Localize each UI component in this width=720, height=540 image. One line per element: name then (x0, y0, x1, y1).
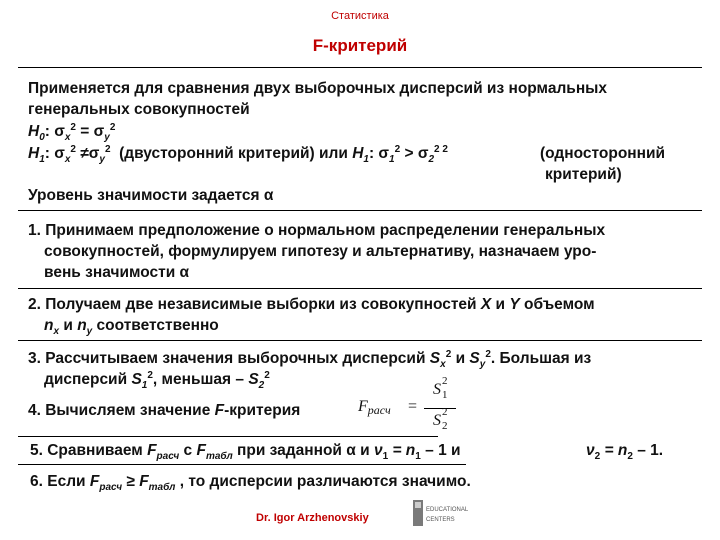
author-credit: Dr. Igor Arzhenovskiy (256, 512, 369, 524)
formula-fraction-bar (424, 408, 456, 409)
svg-text:EDUCATIONAL: EDUCATIONAL (426, 507, 468, 513)
two-sided-text: (двусторонний критерий) или (119, 145, 348, 162)
h0-label: H (28, 123, 40, 140)
course-title: Статистика (331, 10, 389, 22)
intro-line-1: Применяется для сравнения двух выборочных дисперсий из нормальных (28, 80, 608, 97)
divider-1 (18, 210, 702, 211)
educational-centers-logo (410, 496, 468, 530)
criterion-text: критерий) (545, 166, 622, 183)
formula-lhs: Fрасч (358, 398, 391, 417)
hypothesis-h0: $H_0$: $\sigma_x^2 = \sigma_y^2$ (28, 121, 116, 144)
intro-line-2: генеральных совокупностей (28, 101, 250, 118)
step-1-line-3: вень значимости α (44, 264, 190, 281)
step-3-line-2: дисперсий $S_1^2$, меньшая – $S_2^2$ (44, 369, 270, 392)
svg-text:CENTERS: CENTERS (426, 517, 455, 523)
formula-denominator: S 2 2 (433, 406, 448, 432)
step-2-line-2: $n_x$ и $n_y$ соответственно (44, 317, 219, 338)
step-1-line-1: 1. Принимаем предположение о нормальном распределении генеральных (28, 222, 606, 239)
step-5-nu2: $\nu_2 = n_2 - 1$. (586, 442, 664, 463)
step-6: 6. Если $F_{расч} \ge F_{табл}$ , то дисперсии различаются значимо. (30, 473, 471, 494)
step-1-line-2: совокупностей, формулируем гипотезу и альтернативу, назначаем уро- (44, 243, 597, 260)
step-4: 4. Вычисляем значение F-критерия (28, 402, 301, 419)
step-2-line-1: 2. Получаем две независимые выборки из совокупностей X и Y объемом (28, 296, 595, 313)
step-3-line-1: 3. Рассчитываем значения выборочных дисперсий $S_x^2$ и $S_y^2$. Большая из (28, 348, 592, 371)
divider-4 (18, 436, 438, 437)
step-5: 5. Сравниваем $F_{расч}$ с $F_{табл}$ при заданной α и $\nu_1 = n_1 - 1$ и (30, 442, 461, 463)
page-title: F-критерий (312, 36, 408, 55)
one-sided-text: (односторонний (540, 145, 666, 162)
formula-equals: = (408, 398, 418, 415)
divider-3 (18, 340, 702, 341)
hypothesis-h1: $H_1$: $\sigma_x^2 \ne\sigma_y^2$ (двусторонний критерий) или $H_1$: $\sigma_1^2 > \sigma_2^{2 2}$ (28, 143, 448, 166)
formula-numerator: S 2 1 (433, 375, 448, 401)
divider-2 (18, 288, 702, 289)
top-divider (18, 67, 702, 68)
divider-5 (18, 464, 466, 465)
alpha-line: Уровень значимости задается α (28, 187, 274, 204)
